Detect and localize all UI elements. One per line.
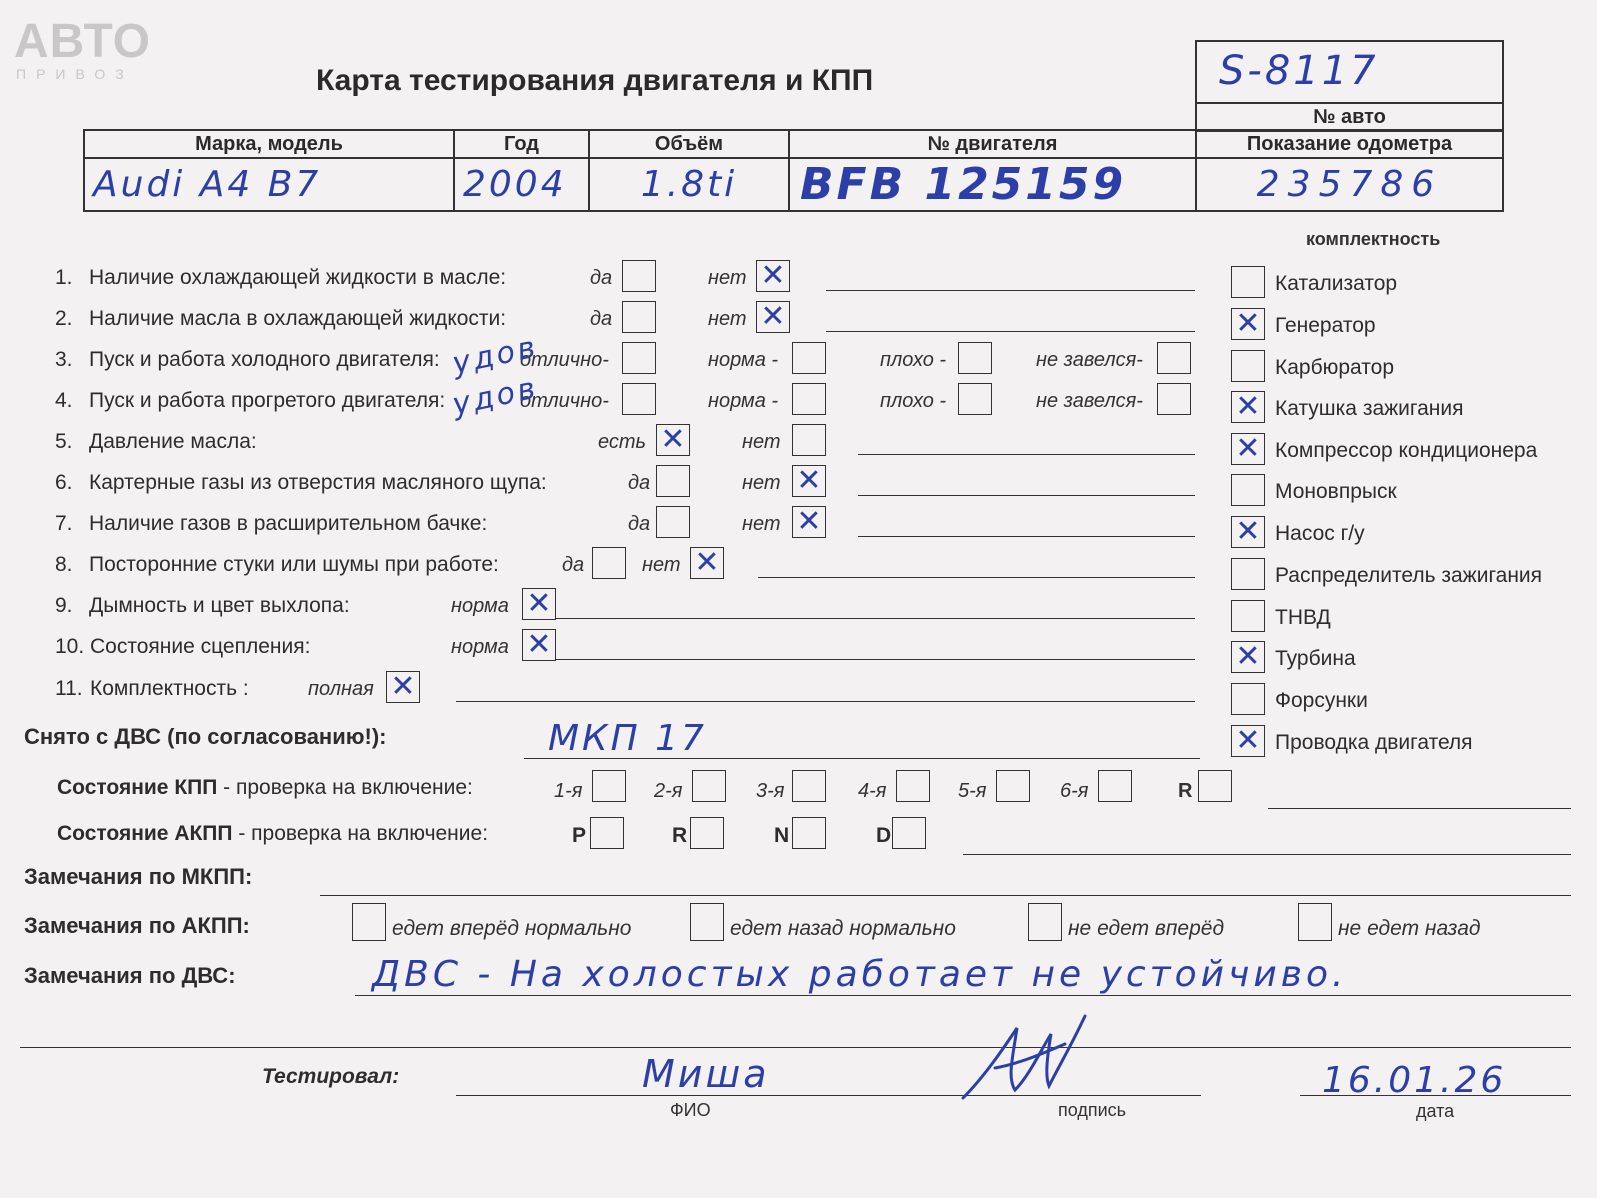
item-5-checkbox-1-mark: ✕ <box>660 422 686 457</box>
kpp-gear-checkbox-1[interactable] <box>592 770 626 802</box>
logo-subtitle: ПРИВОЗ <box>16 66 134 82</box>
kit-checkbox-6[interactable] <box>1231 474 1265 506</box>
item-num-7: 7. <box>55 512 73 535</box>
kit-checkbox-9[interactable] <box>1231 600 1265 632</box>
item-8-line <box>758 577 1195 578</box>
fio-line <box>456 1095 996 1096</box>
item-9-line <box>556 618 1195 619</box>
item-3-opt-3: плохо - <box>880 349 947 371</box>
remarks-dvs-line <box>355 995 1571 996</box>
akpp-mode-checkbox-1[interactable] <box>590 817 624 849</box>
item-8-opt-2: нет <box>642 554 681 576</box>
item-label-2: Наличие масла в охлаждающей жидкости: <box>89 307 507 330</box>
header-table <box>83 129 1504 212</box>
kpp-gear-checkbox-2[interactable] <box>692 770 726 802</box>
sign-line <box>996 1095 1201 1096</box>
item-6-opt-2: нет <box>742 472 781 494</box>
item-10-checkbox-1[interactable] <box>522 629 556 661</box>
kit-label-8: Распределитель зажигания <box>1275 564 1543 587</box>
col-volume: Объём <box>589 130 789 158</box>
value-model: Audi A4 B7 <box>84 158 454 211</box>
akpp-mode-label-4: D <box>876 824 892 847</box>
item-3-checkbox-2[interactable] <box>792 342 826 374</box>
item-8-checkbox-1[interactable] <box>592 547 626 579</box>
item-3-opt-2: норма - <box>708 349 779 371</box>
item-label-4: Пуск и работа прогретого двигателя: <box>89 389 446 412</box>
item-1-opt-2: нет <box>708 267 747 289</box>
kit-checkbox-11[interactable] <box>1231 683 1265 715</box>
tested-date: 16.01.26 <box>1322 1060 1507 1101</box>
item-1-line <box>826 290 1195 291</box>
signature-image <box>955 1006 1095 1106</box>
item-label-9: Дымность и цвет выхлопа: <box>89 594 350 617</box>
date-label: дата <box>1416 1101 1455 1121</box>
item-5-opt-1: есть <box>598 431 647 453</box>
item-11-line <box>456 701 1195 702</box>
kpp-label-rest: - проверка на включение: <box>217 776 473 799</box>
kpp-gear-label-3: 3-я <box>756 780 785 802</box>
item-label-7: Наличие газов в расширительном бачке: <box>89 512 488 535</box>
item-3-note: удов <box>449 329 542 382</box>
item-4-checkbox-1[interactable] <box>622 383 656 415</box>
item-11-checkbox-1-mark: ✕ <box>390 669 416 704</box>
col-year: Год <box>454 130 589 158</box>
item-2-opt-2: нет <box>708 308 747 330</box>
akpp-line <box>963 854 1571 855</box>
kit-checkbox-5[interactable] <box>1231 433 1265 465</box>
item-8-checkbox-2[interactable] <box>690 547 724 579</box>
akpp-label-rest: - проверка на включение: <box>232 822 489 845</box>
item-num-10: 10. <box>55 635 85 658</box>
sign-label: подпись <box>1058 1100 1127 1120</box>
remarks-mkpp-line <box>320 895 1571 896</box>
item-num-9: 9. <box>55 594 73 617</box>
item-4-opt-2: норма - <box>708 390 779 412</box>
kpp-line <box>1268 808 1571 809</box>
remarks-dvs-label: Замечания по ДВС: <box>24 963 236 988</box>
akpp-remark-label-2: едет назад нормально <box>730 917 956 940</box>
kit-checkbox-2[interactable] <box>1231 308 1265 340</box>
item-7-line <box>858 536 1195 537</box>
kit-checkbox-8[interactable] <box>1231 558 1265 590</box>
item-5-checkbox-1[interactable] <box>656 424 690 456</box>
item-3-checkbox-1[interactable] <box>622 342 656 374</box>
item-label-10: Состояние сцепления: <box>90 635 311 658</box>
item-4-checkbox-2[interactable] <box>792 383 826 415</box>
akpp-remark-checkbox-1[interactable] <box>352 903 386 941</box>
item-4-opt-1: отлично- <box>520 390 609 412</box>
fio-label: ФИО <box>670 1100 711 1120</box>
item-4-opt-4: не завелся- <box>1036 390 1143 412</box>
kit-checkbox-4[interactable] <box>1231 391 1265 423</box>
item-label-3: Пуск и работа холодного двигателя: <box>89 348 440 371</box>
item-4-note: удов <box>449 370 542 423</box>
removed-line <box>524 758 1200 759</box>
item-7-opt-1: да <box>628 513 651 535</box>
kit-checkbox-2-mark: ✕ <box>1235 306 1261 341</box>
akpp-remark-label-1: едет вперёд нормально <box>392 917 632 940</box>
item-4-checkbox-4[interactable] <box>1157 383 1191 415</box>
akpp-remark-label-4: не едет назад <box>1338 917 1481 940</box>
item-num-1: 1. <box>55 266 73 289</box>
removed-label: Снято с ДВС (по согласованию!): <box>24 724 387 749</box>
akpp-mode-checkbox-4[interactable] <box>892 817 926 849</box>
item-label-5: Давление масла: <box>89 430 257 453</box>
item-7-opt-2: нет <box>742 513 781 535</box>
item-label-1: Наличие охлаждающей жидкости в масле: <box>89 266 507 289</box>
kit-label-2: Генератор <box>1275 314 1376 337</box>
item-5-line <box>858 454 1195 455</box>
kit-checkbox-3[interactable] <box>1231 350 1265 382</box>
col-model: Марка, модель <box>84 130 454 158</box>
item-label-8: Посторонние стуки или шумы при работе: <box>89 553 499 576</box>
col-odometer: Показание одометра <box>1196 130 1503 158</box>
kit-checkbox-4-mark: ✕ <box>1235 389 1261 424</box>
kpp-gear-label-1: 1-я <box>554 780 583 802</box>
kit-checkbox-12-mark: ✕ <box>1235 723 1261 758</box>
auto-number-box <box>1195 40 1504 132</box>
item-2-checkbox-1[interactable] <box>622 301 656 333</box>
remarks-extra-line <box>20 1047 1571 1048</box>
auto-number-value: S-8117 <box>1219 48 1379 94</box>
item-5-opt-2: нет <box>742 431 781 453</box>
kpp-label <box>57 776 473 800</box>
item-3-checkbox-4[interactable] <box>1157 342 1191 374</box>
item-1-opt-1: да <box>590 267 613 289</box>
akpp-remark-checkbox-2[interactable] <box>690 903 724 941</box>
akpp-mode-label-3: N <box>774 824 790 847</box>
kpp-gear-checkbox-6[interactable] <box>1098 770 1132 802</box>
kit-label-4: Катушка зажигания <box>1275 397 1464 420</box>
item-1-checkbox-2[interactable] <box>756 260 790 292</box>
akpp-remark-checkbox-3[interactable] <box>1028 903 1062 941</box>
item-2-checkbox-2-mark: ✕ <box>760 299 786 334</box>
item-11-opt-1: полная <box>308 678 374 700</box>
remarks-mkpp-label: Замечания по МКПП: <box>24 864 253 889</box>
item-10-checkbox-1-mark: ✕ <box>526 627 552 662</box>
akpp-label <box>57 822 488 846</box>
col-engine-no: № двигателя <box>789 130 1196 158</box>
tested-label: Тестировал: <box>262 1065 400 1088</box>
item-6-checkbox-2-mark: ✕ <box>796 463 822 498</box>
item-num-5: 5. <box>55 430 73 453</box>
item-3-checkbox-3[interactable] <box>958 342 992 374</box>
item-num-3: 3. <box>55 348 73 371</box>
remarks-akpp-label: Замечания по АКПП: <box>24 913 250 938</box>
kit-checkbox-7-mark: ✕ <box>1235 514 1261 549</box>
item-num-4: 4. <box>55 389 73 412</box>
akpp-mode-label-2: R <box>672 824 688 847</box>
kit-checkbox-10[interactable] <box>1231 641 1265 673</box>
kpp-gear-label-4: 4-я <box>858 780 887 802</box>
item-1-checkbox-1[interactable] <box>622 260 656 292</box>
value-engine-no: BFB 125159 <box>789 158 1196 211</box>
kit-checkbox-12[interactable] <box>1231 725 1265 757</box>
akpp-remark-label-3: не едет вперёд <box>1068 917 1225 940</box>
kit-label-1: Катализатор <box>1275 272 1398 295</box>
kpp-gear-label-5: 5-я <box>958 780 987 802</box>
item-label-11: Комплектность : <box>90 677 249 700</box>
kit-label-11: Форсунки <box>1275 689 1368 712</box>
item-2-line <box>826 331 1195 332</box>
item-7-checkbox-2-mark: ✕ <box>796 504 822 539</box>
item-6-checkbox-1[interactable] <box>656 465 690 497</box>
item-num-2: 2. <box>55 307 73 330</box>
item-10-opt-1: норма <box>451 636 509 658</box>
value-volume: 1.8ti <box>589 158 789 211</box>
item-3-opt-1: отлично- <box>520 349 609 371</box>
akpp-mode-label-1: P <box>572 824 587 847</box>
value-year: 2004 <box>454 158 589 211</box>
item-4-opt-3: плохо - <box>880 390 947 412</box>
logo: АВТО <box>14 15 151 68</box>
kit-label-12: Проводка двигателя <box>1275 731 1473 754</box>
kit-label-3: Карбюратор <box>1275 356 1395 379</box>
kit-label-9: ТНВД <box>1275 606 1331 629</box>
page-title: Карта тестирования двигателя и КПП <box>316 64 874 97</box>
item-6-line <box>858 495 1195 496</box>
item-11-checkbox-1[interactable] <box>386 671 420 703</box>
kpp-gear-checkbox-3[interactable] <box>792 770 826 802</box>
kit-checkbox-10-mark: ✕ <box>1235 639 1261 674</box>
item-3-opt-4: не завелся- <box>1036 349 1143 371</box>
item-6-opt-1: да <box>628 472 651 494</box>
tested-name: Миша <box>642 1052 770 1096</box>
akpp-remark-checkbox-4[interactable] <box>1298 903 1332 941</box>
item-7-checkbox-1[interactable] <box>656 506 690 538</box>
kpp-gear-checkbox-5[interactable] <box>996 770 1030 802</box>
item-9-checkbox-1[interactable] <box>522 588 556 620</box>
kit-checkbox-7[interactable] <box>1231 516 1265 548</box>
item-num-8: 8. <box>55 553 73 576</box>
item-8-opt-1: да <box>562 554 585 576</box>
kpp-gear-label-7: R <box>1178 780 1193 802</box>
kpp-gear-label-6: 6-я <box>1060 780 1089 802</box>
item-8-checkbox-2-mark: ✕ <box>694 545 720 580</box>
kit-checkbox-1[interactable] <box>1231 266 1265 298</box>
kpp-gear-checkbox-4[interactable] <box>896 770 930 802</box>
item-7-checkbox-2[interactable] <box>792 506 826 538</box>
akpp-label-bold: Состояние АКПП <box>57 822 233 845</box>
item-9-checkbox-1-mark: ✕ <box>526 586 552 621</box>
date-line <box>1300 1095 1571 1096</box>
kpp-gear-checkbox-7[interactable] <box>1198 770 1232 802</box>
kit-label-6: Моновпрыск <box>1275 480 1397 503</box>
item-6-checkbox-2[interactable] <box>792 465 826 497</box>
kit-label-10: Турбина <box>1275 647 1356 670</box>
item-2-checkbox-2[interactable] <box>756 301 790 333</box>
item-10-line <box>556 659 1195 660</box>
item-9-opt-1: норма <box>451 595 509 617</box>
item-num-6: 6. <box>55 471 73 494</box>
value-odometer: 235786 <box>1196 158 1503 211</box>
item-num-11: 11. <box>55 677 83 700</box>
kpp-gear-label-2: 2-я <box>654 780 683 802</box>
item-4-checkbox-3[interactable] <box>958 383 992 415</box>
kit-checkbox-5-mark: ✕ <box>1235 431 1261 466</box>
kpp-label-bold: Состояние КПП <box>57 776 218 799</box>
auto-number-label: № авто <box>1196 103 1503 131</box>
kit-title: комплектность <box>1306 229 1441 249</box>
removed-value: МКП 17 <box>548 718 707 759</box>
akpp-mode-checkbox-3[interactable] <box>792 817 826 849</box>
kit-label-5: Компрессор кондиционера <box>1275 439 1538 462</box>
item-label-6: Картерные газы из отверстия масляного щупа: <box>89 471 547 494</box>
item-1-checkbox-2-mark: ✕ <box>760 258 786 293</box>
akpp-mode-checkbox-2[interactable] <box>690 817 724 849</box>
remarks-dvs-value: ДВС - На холостых работает не устойчиво. <box>372 954 1348 995</box>
item-2-opt-1: да <box>590 308 613 330</box>
item-5-checkbox-2[interactable] <box>792 424 826 456</box>
kit-label-7: Насос г/у <box>1275 522 1365 545</box>
